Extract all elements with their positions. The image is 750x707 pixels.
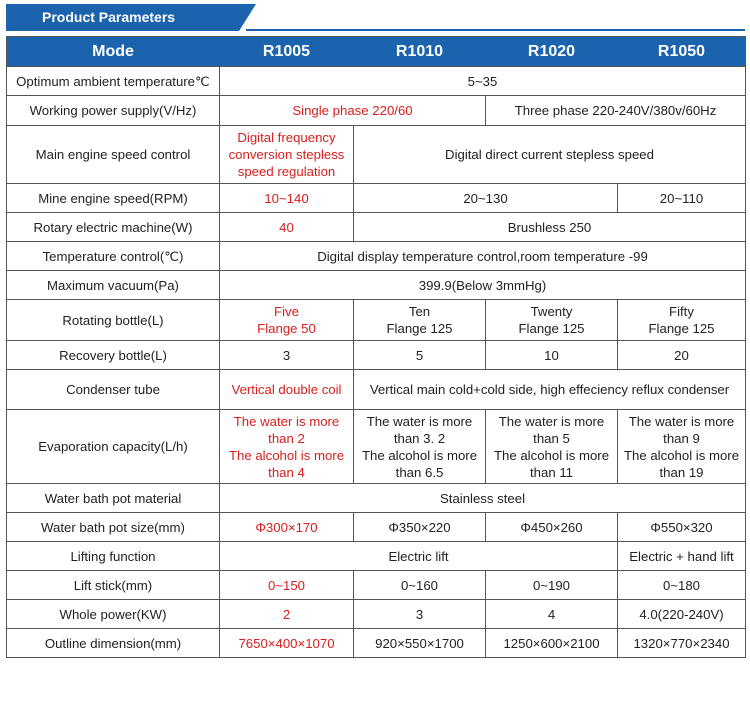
value-cell: 5 (354, 341, 486, 370)
table-row (7, 126, 746, 184)
table-row (7, 341, 746, 370)
value-cell: Three phase 220-240V/380v/60Hz (486, 96, 746, 126)
row-label: Working power supply(V/Hz) (7, 96, 220, 126)
section-banner (6, 4, 745, 31)
table-row (7, 213, 746, 242)
value-cell: Φ300×170 (220, 513, 354, 542)
value-cell: 7650×400×1070 (220, 629, 354, 658)
value-cell: 3 (220, 341, 354, 370)
row-label: Recovery bottle(L) (7, 341, 220, 370)
value-cell: 4.0(220-240V) (618, 600, 746, 629)
value-cell: Digital direct current stepless speed (354, 126, 746, 184)
value-cell: Twenty Flange 125 (486, 300, 618, 341)
table-row (7, 629, 746, 658)
row-label: Lift stick(mm) (7, 571, 220, 600)
header-r1050: R1050 (618, 37, 746, 67)
value-cell: 20~130 (354, 184, 618, 213)
value-cell: 3 (354, 600, 486, 629)
value-cell: Five Flange 50 (220, 300, 354, 341)
value-cell: Φ450×260 (486, 513, 618, 542)
header-r1020: R1020 (486, 37, 618, 67)
row-label: Rotating bottle(L) (7, 300, 220, 341)
row-label: Water bath pot material (7, 484, 220, 513)
value-cell: 920×550×1700 (354, 629, 486, 658)
value-cell: 2 (220, 600, 354, 629)
row-label: Optimum ambient temperature℃ (7, 67, 220, 96)
header-row (7, 37, 746, 67)
row-label: Maximum vacuum(Pa) (7, 271, 220, 300)
value-cell: Φ350×220 (354, 513, 486, 542)
value-cell: Single phase 220/60 (220, 96, 486, 126)
value-cell: 399.9(Below 3mmHg) (220, 271, 746, 300)
value-cell: Stainless steel (220, 484, 746, 513)
value-cell: The water is more than 3. 2 The alcohol is more than 6.5 (354, 410, 486, 484)
row-label: Temperature control(℃) (7, 242, 220, 271)
banner-underline (246, 29, 745, 31)
table-row (7, 300, 746, 341)
table-row (7, 410, 746, 484)
table-row (7, 600, 746, 629)
table-row (7, 242, 746, 271)
value-cell: 20~110 (618, 184, 746, 213)
table-row (7, 542, 746, 571)
row-label: Condenser tube (7, 370, 220, 410)
header-r1010: R1010 (354, 37, 486, 67)
value-cell: 1320×770×2340 (618, 629, 746, 658)
value-cell: Electric lift (220, 542, 618, 571)
row-label: Rotary electric machine(W) (7, 213, 220, 242)
value-cell: Vertical main cold+cold side, high effeciency reflux condenser (354, 370, 746, 410)
row-label: Main engine speed control (7, 126, 220, 184)
value-cell: 5~35 (220, 67, 746, 96)
table-row (7, 96, 746, 126)
row-label: Water bath pot size(mm) (7, 513, 220, 542)
value-cell: The water is more than 5 The alcohol is more than 11 (486, 410, 618, 484)
row-label: Lifting function (7, 542, 220, 571)
row-label: Whole power(KW) (7, 600, 220, 629)
value-cell: The water is more than 2 The alcohol is more than 4 (220, 410, 354, 484)
table-row (7, 571, 746, 600)
table-row (7, 184, 746, 213)
value-cell: 0~180 (618, 571, 746, 600)
value-cell: Electric + hand lift (618, 542, 746, 571)
value-cell: 40 (220, 213, 354, 242)
header-r1005: R1005 (220, 37, 354, 67)
value-cell: Vertical double coil (220, 370, 354, 410)
row-label: Mine engine speed(RPM) (7, 184, 220, 213)
table-row (7, 271, 746, 300)
value-cell: Digital display temperature control,room temperature -99 (220, 242, 746, 271)
table-row (7, 67, 746, 96)
value-cell: Brushless 250 (354, 213, 746, 242)
value-cell: 20 (618, 341, 746, 370)
table-row (7, 484, 746, 513)
value-cell: 4 (486, 600, 618, 629)
value-cell: 0~150 (220, 571, 354, 600)
row-label: Evaporation capacity(L/h) (7, 410, 220, 484)
row-label: Outline dimension(mm) (7, 629, 220, 658)
value-cell: 1250×600×2100 (486, 629, 618, 658)
value-cell: Φ550×320 (618, 513, 746, 542)
value-cell: The water is more than 9 The alcohol is more than 19 (618, 410, 746, 484)
value-cell: Digital frequency conversion stepless speed regulation (220, 126, 354, 184)
table-row (7, 370, 746, 410)
header-mode: Mode (7, 37, 220, 67)
value-cell: 10~140 (220, 184, 354, 213)
table-row (7, 513, 746, 542)
value-cell: Fifty Flange 125 (618, 300, 746, 341)
value-cell: 0~190 (486, 571, 618, 600)
value-cell: 10 (486, 341, 618, 370)
parameters-table (6, 36, 746, 658)
value-cell: 0~160 (354, 571, 486, 600)
value-cell: Ten Flange 125 (354, 300, 486, 341)
section-title: Product Parameters (42, 9, 176, 25)
